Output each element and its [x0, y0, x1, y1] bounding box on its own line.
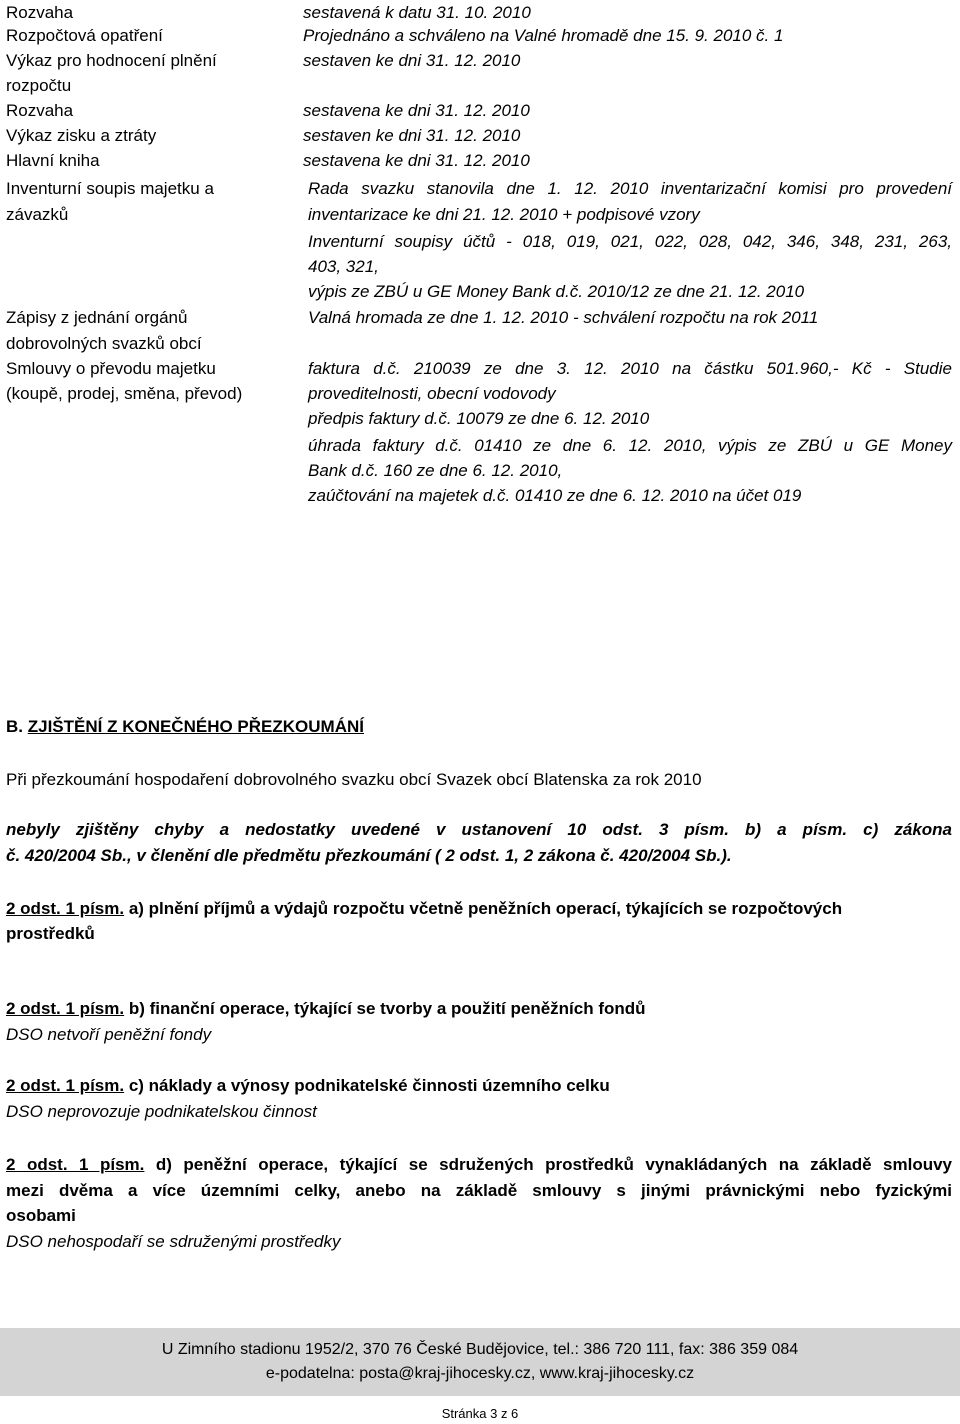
record-label: Rozpočtová opatření	[6, 26, 163, 45]
record-value: sestavena ke dni 31. 12. 2010	[303, 151, 530, 170]
item-text: d) peněžní operace, týkající se sdružených prostředků vynakládaných na základě smlouvy	[155, 1155, 952, 1174]
minutes-value: Valná hromada ze dne 1. 12. 2010 - schválení rozpočtu na rok 2011	[308, 308, 819, 327]
footer-contact: e-podatelna: posta@kraj-jihocesky.cz, www.kraj-jihocesky.cz	[265, 1365, 695, 1382]
record-label: Rozvaha	[6, 3, 74, 22]
record-value: sestaven ke dni 31. 12. 2010	[303, 51, 521, 70]
contracts-label-continued: (koupě, prodej, směna, převod)	[6, 384, 243, 403]
item-a-heading	[6, 896, 952, 922]
item-text: b) finanční operace, týkající se tvorby a použití peněžních fondů	[128, 999, 646, 1018]
record-value: sestavená k datu 31. 10. 2010	[303, 3, 531, 22]
section-b-result-line: č. 420/2004 Sb., v členění dle předmětu přezkoumání ( 2 odst. 1, 2 zákona č. 420/2004 Sb.).	[6, 846, 732, 865]
contracts-line: faktura d.č. 210039 ze dne 3. 12. 2010 na částku 501.960,- Kč - Studie	[308, 359, 952, 378]
record-value: sestavena ke dni 31. 12. 2010	[303, 101, 530, 120]
minutes-label-continued: dobrovolných svazků obcí	[6, 334, 202, 353]
inventory-line: inventarizace ke dni 21. 12. 2010 + podpisové vzory	[308, 205, 700, 224]
item-text: a) plnění příjmů a výdajů rozpočtu včetně peněžních operací, týkajících se rozpočtových	[128, 899, 843, 918]
record-label: Výkaz pro hodnocení plnění	[6, 51, 217, 70]
record-label: Hlavní kniha	[6, 151, 100, 170]
item-ref: 2 odst. 1 písm.	[6, 1076, 125, 1095]
record-label: Rozvaha	[6, 101, 74, 120]
contracts-line: Bank d.č. 160 ze dne 6. 12. 2010,	[308, 461, 563, 480]
item-d-continued: osobami	[6, 1206, 76, 1225]
section-b-intro: Při přezkoumání hospodaření dobrovolného svazku obcí Svazek obcí Blatenska za rok 2010	[6, 770, 702, 789]
item-a-continued: prostředků	[6, 924, 95, 943]
item-d-continued: mezi dvěma a více územními celky, anebo na základě smlouvy s jinými právnickými nebo fyzickými	[6, 1181, 952, 1200]
item-c-note: DSO neprovozuje podnikatelskou činnost	[6, 1102, 317, 1121]
inventory-line: 403, 321,	[308, 257, 379, 276]
contracts-line: předpis faktury d.č. 10079 ze dne 6. 12. 2010	[308, 409, 650, 428]
contracts-line: proveditelnosti, obecní vodovody	[308, 384, 556, 403]
section-b-prefix: B.	[6, 717, 23, 736]
item-ref: 2 odst. 1 písm.	[6, 1155, 145, 1174]
page-number: Stránka 3 z 6	[441, 1406, 519, 1421]
section-b-title: ZJIŠTĚNÍ Z KONEČNÉHO PŘEZKOUMÁNÍ	[27, 717, 364, 736]
footer-band	[0, 1328, 960, 1396]
section-b-result-line: nebyly zjištěny chyby a nedostatky uvedené v ustanovení 10 odst. 3 písm. b) a písm. c) zákona	[6, 820, 952, 839]
contracts-label: Smlouvy o převodu majetku	[6, 359, 216, 378]
minutes-label: Zápisy z jednání orgánů	[6, 308, 188, 327]
item-ref: 2 odst. 1 písm.	[6, 899, 125, 918]
item-ref: 2 odst. 1 písm.	[6, 999, 125, 1018]
contracts-line: úhrada faktury d.č. 01410 ze dne 6. 12. 2010, výpis ze ZBÚ u GE Money	[308, 436, 952, 455]
inventory-line: Rada svazku stanovila dne 1. 12. 2010 inventarizační komisi pro provedení	[308, 179, 952, 198]
record-value: Projednáno a schváleno na Valné hromadě dne 15. 9. 2010 č. 1	[303, 26, 784, 45]
record-label-continued: rozpočtu	[6, 76, 72, 95]
item-text: c) náklady a výnosy podnikatelské činnosti územního celku	[128, 1076, 610, 1095]
inventory-label-continued: závazků	[6, 205, 69, 224]
item-b-note: DSO netvoří peněžní fondy	[6, 1025, 212, 1044]
inventory-line: výpis ze ZBÚ u GE Money Bank d.č. 2010/12 ze dne 21. 12. 2010	[308, 282, 805, 301]
inventory-line: Inventurní soupisy účtů - 018, 019, 021, 022, 028, 042, 346, 348, 231, 263,	[308, 232, 952, 251]
record-value: sestaven ke dni 31. 12. 2010	[303, 126, 521, 145]
record-label: Výkaz zisku a ztráty	[6, 126, 157, 145]
item-d-note: DSO nehospodaří se sdruženými prostředky	[6, 1232, 341, 1251]
item-b-heading	[6, 996, 952, 1022]
inventory-label: Inventurní soupis majetku a	[6, 179, 214, 198]
footer-address: U Zimního stadionu 1952/2, 370 76 České Budějovice, tel.: 386 720 111, fax: 386 359 084	[161, 1341, 799, 1358]
item-c-heading	[6, 1073, 952, 1099]
item-d-heading	[6, 1152, 952, 1178]
contracts-line: zaúčtování na majetek d.č. 01410 ze dne 6. 12. 2010 na účet 019	[308, 486, 802, 505]
section-b-heading	[6, 714, 952, 740]
